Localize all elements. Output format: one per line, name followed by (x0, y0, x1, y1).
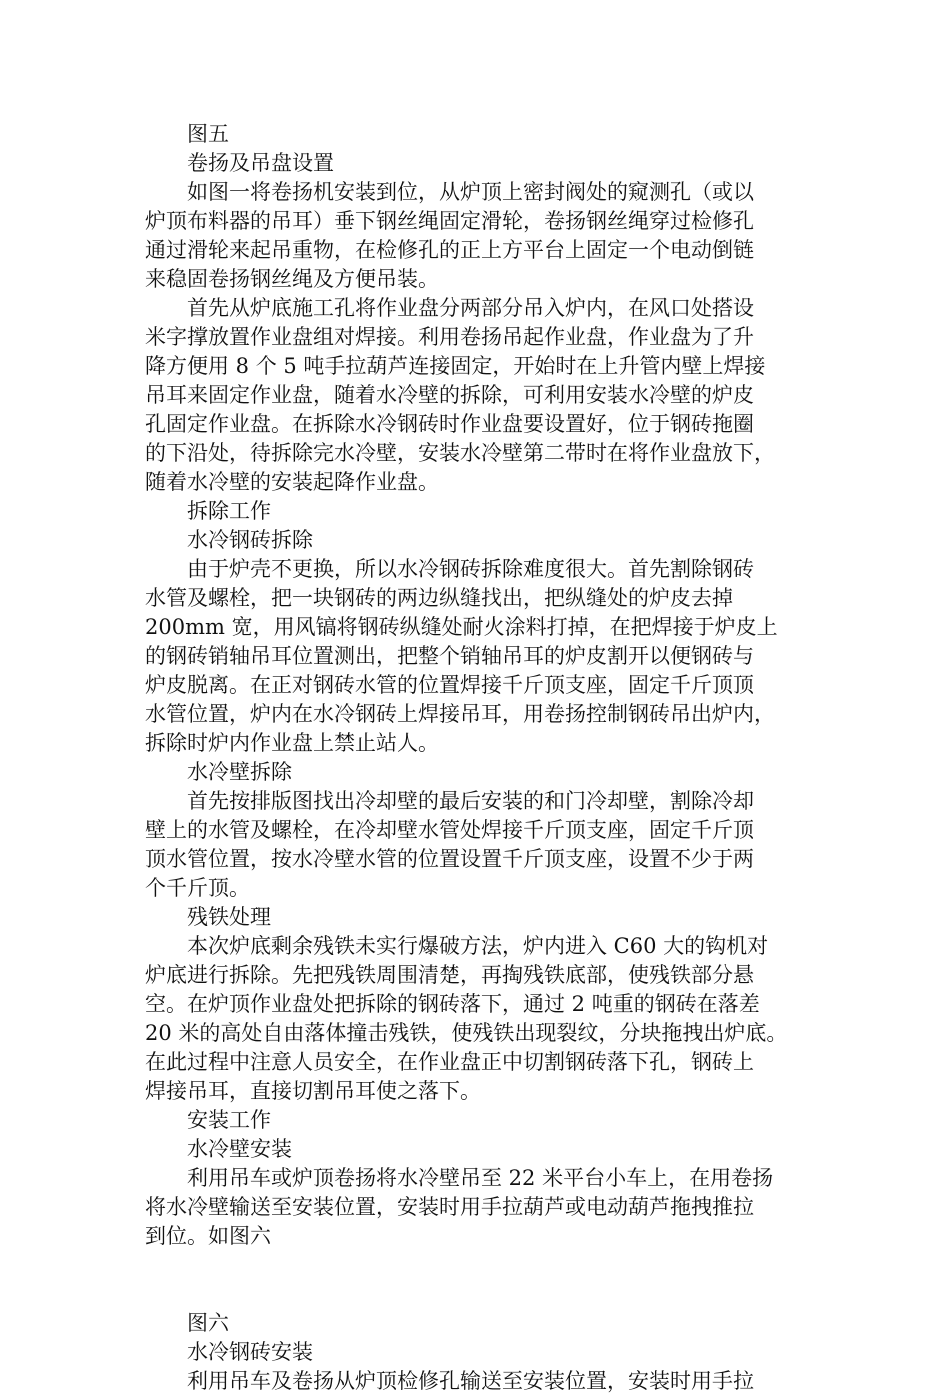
text-line: 如图一将卷扬机安装到位，从炉顶上密封阀处的窥测孔（或以 (145, 180, 754, 204)
text-line: 拆除时炉内作业盘上禁止站人。 (145, 731, 439, 755)
text-line: 炉底进行拆除。先把残铁周围清楚，再掏残铁底部，使残铁部分悬 (145, 963, 754, 987)
text-line: 将水冷壁输送至安装位置，安装时用手拉葫芦或电动葫芦拖拽推拉 (145, 1195, 754, 1219)
text-line: 利用吊车或炉顶卷扬将水冷壁吊至 22 米平台小车上，在用卷扬 (145, 1166, 774, 1190)
text-block-main (145, 120, 815, 1251)
text-line: 的下沿处，待拆除完水冷壁，安装水冷壁第二带时在将作业盘放下， (145, 441, 775, 465)
text-line: 水管及螺栓，把一块钢砖的两边纵缝找出，把纵缝处的炉皮去掉 (145, 586, 733, 610)
text-line: 水冷钢砖拆除 (145, 528, 313, 552)
text-line: 降方便用 8 个 5 吨手拉葫芦连接固定，开始时在上升管内壁上焊接 (145, 354, 766, 378)
text-line: 200mm 宽，用风镐将钢砖纵缝处耐火涂料打掉，在把焊接于炉皮上 (145, 615, 778, 639)
text-line: 孔固定作业盘。在拆除水冷钢砖时作业盘要设置好，位于钢砖拖圈 (145, 412, 754, 436)
text-line: 的钢砖销轴吊耳位置测出，把整个销轴吊耳的炉皮割开以便钢砖与 (145, 644, 754, 668)
text-line: 卷扬及吊盘设置 (145, 151, 334, 175)
text-line: 安装工作 (145, 1108, 271, 1132)
text-line: 本次炉底剩余残铁未实行爆破方法，炉内进入 C60 大的钩机对 (145, 934, 769, 958)
text-line: 水冷壁拆除 (145, 760, 292, 784)
text-line: 来稳固卷扬钢丝绳及方便吊装。 (145, 267, 439, 291)
text-line: 首先按排版图找出冷却壁的最后安装的和门冷却壁，割除冷却 (145, 789, 754, 813)
document-body (145, 120, 815, 1396)
figure-gap (145, 1251, 815, 1309)
text-line: 米字撑放置作业盘组对焊接。利用卷扬吊起作业盘，作业盘为了升 (145, 325, 754, 349)
text-line: 首先从炉底施工孔将作业盘分两部分吊入炉内，在风口处搭设 (145, 296, 754, 320)
text-line: 图五 (145, 122, 229, 146)
text-line: 20 米的高处自由落体撞击残铁，使残铁出现裂纹，分块拖拽出炉底。 (145, 1021, 788, 1045)
text-line: 个千斤顶。 (145, 876, 250, 900)
text-line: 利用吊车及卷扬从炉顶检修孔输送至安装位置，安装时用手拉 (145, 1369, 754, 1393)
text-line: 水冷壁安装 (145, 1137, 292, 1161)
text-line: 随着水冷壁的安装起降作业盘。 (145, 470, 439, 494)
text-line: 吊耳来固定作业盘，随着水冷壁的拆除，可利用安装水冷壁的炉皮 (145, 383, 754, 407)
text-line: 图六 (145, 1311, 229, 1335)
text-line: 炉皮脱离。在正对钢砖水管的位置焊接千斤顶支座，固定千斤顶顶 (145, 673, 754, 697)
text-line: 在此过程中注意人员安全，在作业盘正中切割钢砖落下孔，钢砖上 (145, 1050, 754, 1074)
text-line: 由于炉壳不更换，所以水冷钢砖拆除难度很大。首先割除钢砖 (145, 557, 754, 581)
text-line: 焊接吊耳，直接切割吊耳使之落下。 (145, 1079, 481, 1103)
text-line: 炉顶布料器的吊耳）垂下钢丝绳固定滑轮，卷扬钢丝绳穿过检修孔 (145, 209, 754, 233)
text-line: 水管位置，炉内在水冷钢砖上焊接吊耳，用卷扬控制钢砖吊出炉内， (145, 702, 775, 726)
text-line: 到位。如图六 (145, 1224, 271, 1248)
text-line: 顶水管位置，按水冷壁水管的位置设置千斤顶支座，设置不少于两 (145, 847, 754, 871)
text-line: 通过滑轮来起吊重物，在检修孔的正上方平台上固定一个电动倒链 (145, 238, 754, 262)
text-line: 残铁处理 (145, 905, 271, 929)
text-line: 拆除工作 (145, 499, 271, 523)
text-line: 壁上的水管及螺栓，在冷却壁水管处焊接千斤顶支座，固定千斤顶 (145, 818, 754, 842)
text-line: 水冷钢砖安装 (145, 1340, 313, 1364)
text-block-continued (145, 1309, 815, 1396)
text-line: 空。在炉顶作业盘处把拆除的钢砖落下，通过 2 吨重的钢砖在落差 (145, 992, 760, 1016)
